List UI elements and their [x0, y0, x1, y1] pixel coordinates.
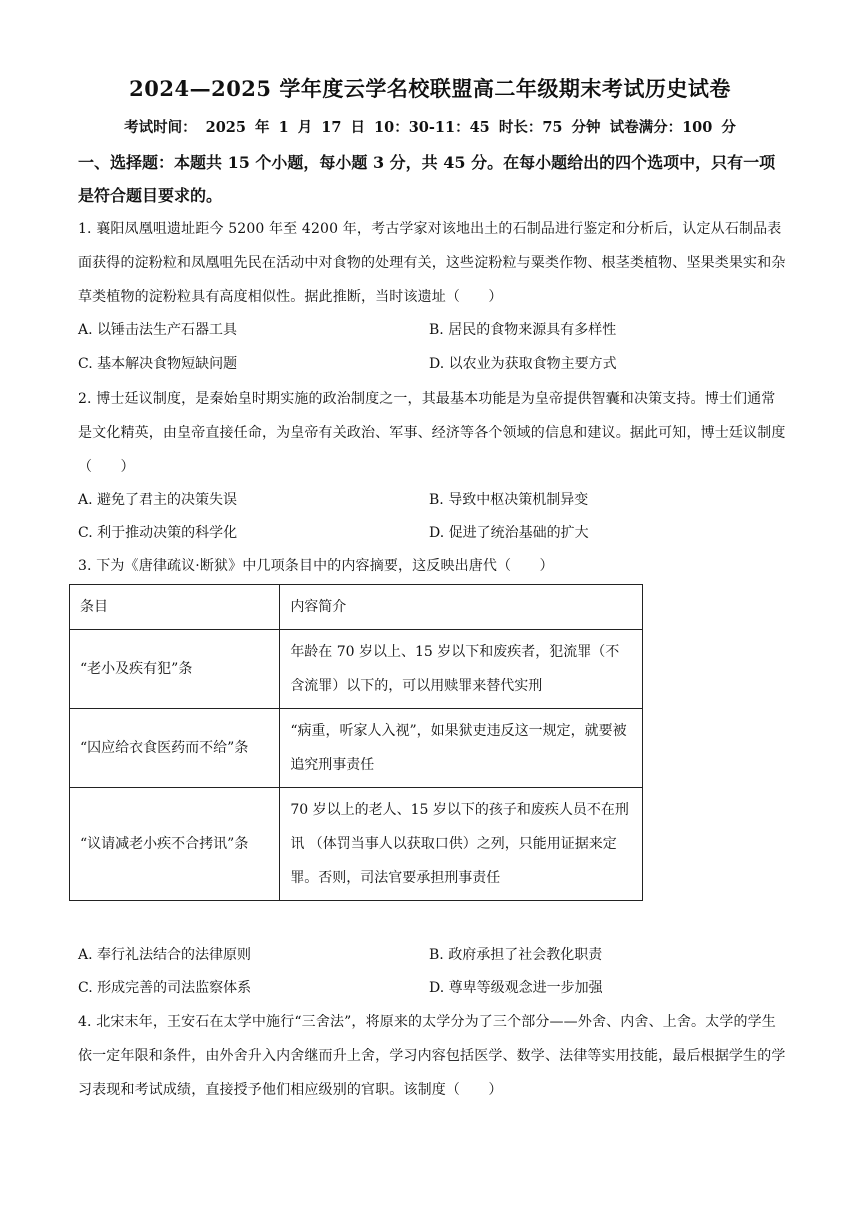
- table-cell: 年龄在 70 岁以上、15 岁以下和废疾者，犯流罪（不含流罪）以下的，可以用赎罪来替代实刑: [280, 630, 643, 709]
- question-1-option-a: A. 以锤击法生产石器工具: [78, 322, 238, 338]
- question-1-option-c: C. 基本解决食物短缺问题: [78, 356, 238, 372]
- exam-meta: 考试时间： 2025 年 1 月 17 日 10：30-11：45 时长：75 分钟 试卷满分：100 分: [124, 119, 736, 136]
- table-cell: 70 岁以上的老人、15 岁以下的孩子和废疾人员不在刑讯 （体罚当事人以获取口供）之列，只能用证据来定罪。否则，司法官要承担刑事责任: [280, 788, 643, 901]
- question-2-stem: 2. 博士廷议制度，是秦始皇时期实施的政治制度之一，其最基本功能是为皇帝提供智囊和决策支持。博士们通常是文化精英，由皇帝直接任命，为皇帝有关政治、军事、经济等各个领域的信息和建议。据此可知，博士廷议制度（ ）: [78, 391, 786, 475]
- table-row: [70, 630, 643, 709]
- table-header-cell: 条目: [70, 585, 280, 630]
- table-header-cell: 内容简介: [280, 585, 643, 630]
- question-3-option-a: A. 奉行礼法结合的法律原则: [78, 947, 252, 963]
- table-header-row: [70, 585, 643, 630]
- question-1-option-b: B. 居民的食物来源具有多样性: [429, 322, 617, 338]
- table-cell: “老小及疾有犯”条: [70, 630, 280, 709]
- question-3-table: [69, 584, 643, 901]
- question-1-option-d: D. 以农业为获取食物主要方式: [429, 356, 617, 372]
- table-cell: “病重，听家人入视”，如果狱吏违反这一规定，就要被追究刑事责任: [280, 709, 643, 788]
- question-4-stem: 4. 北宋末年，王安石在太学中施行“三舍法”，将原来的太学分为了三个部分——外舍、内舍、上舍。太学的学生依一定年限和条件，由外舍升入内舍继而升上舍，学习内容包括医学、数学、法律等实用技能，最后根据学生的学习表现和考试成绩，直接授予他们相应级别的官职。该制度（ ）: [78, 1014, 786, 1098]
- question-2-option-b: B. 导致中枢决策机制异变: [429, 492, 589, 508]
- question-3-option-d: D. 尊卑等级观念进一步加强: [429, 980, 603, 996]
- table-row: [70, 709, 643, 788]
- table-cell: “议请减老小疾不合拷讯”条: [70, 788, 280, 901]
- question-1-stem: 1. 襄阳凤凰咀遗址距今 5200 年至 4200 年，考古学家对该地出土的石制品进行鉴定和分析后，认定从石制品表面获得的淀粉粒和凤凰咀先民在活动中对食物的处理有关，这些淀粉粒与粟类作物、根茎类植物、坚果类果实和杂草类植物的淀粉粒具有高度相似性。据此推断，当时该遗址（ ）: [78, 221, 786, 305]
- section-heading: 一、选择题：本题共 15 个小题，每小题 3 分，共 45 分。在每小题给出的四个选项中，只有一项是符合题目要求的。: [78, 153, 776, 205]
- question-3-stem: 3. 下为《唐律疏议·断狱》中几项条目中的内容摘要，这反映出唐代（ ）: [78, 558, 554, 574]
- question-2-option-c: C. 利于推动决策的科学化: [78, 525, 238, 541]
- question-3-option-c: C. 形成完善的司法监察体系: [78, 980, 252, 996]
- table-cell: “囚应给衣食医药而不给”条: [70, 709, 280, 788]
- table-row: [70, 788, 643, 901]
- question-3-option-b: B. 政府承担了社会教化职责: [429, 947, 603, 963]
- exam-title: 2024—2025 学年度云学名校联盟高二年级期末考试历史试卷: [129, 76, 731, 101]
- question-2-option-a: A. 避免了君主的决策失误: [78, 492, 238, 508]
- question-2-option-d: D. 促进了统治基础的扩大: [429, 525, 589, 541]
